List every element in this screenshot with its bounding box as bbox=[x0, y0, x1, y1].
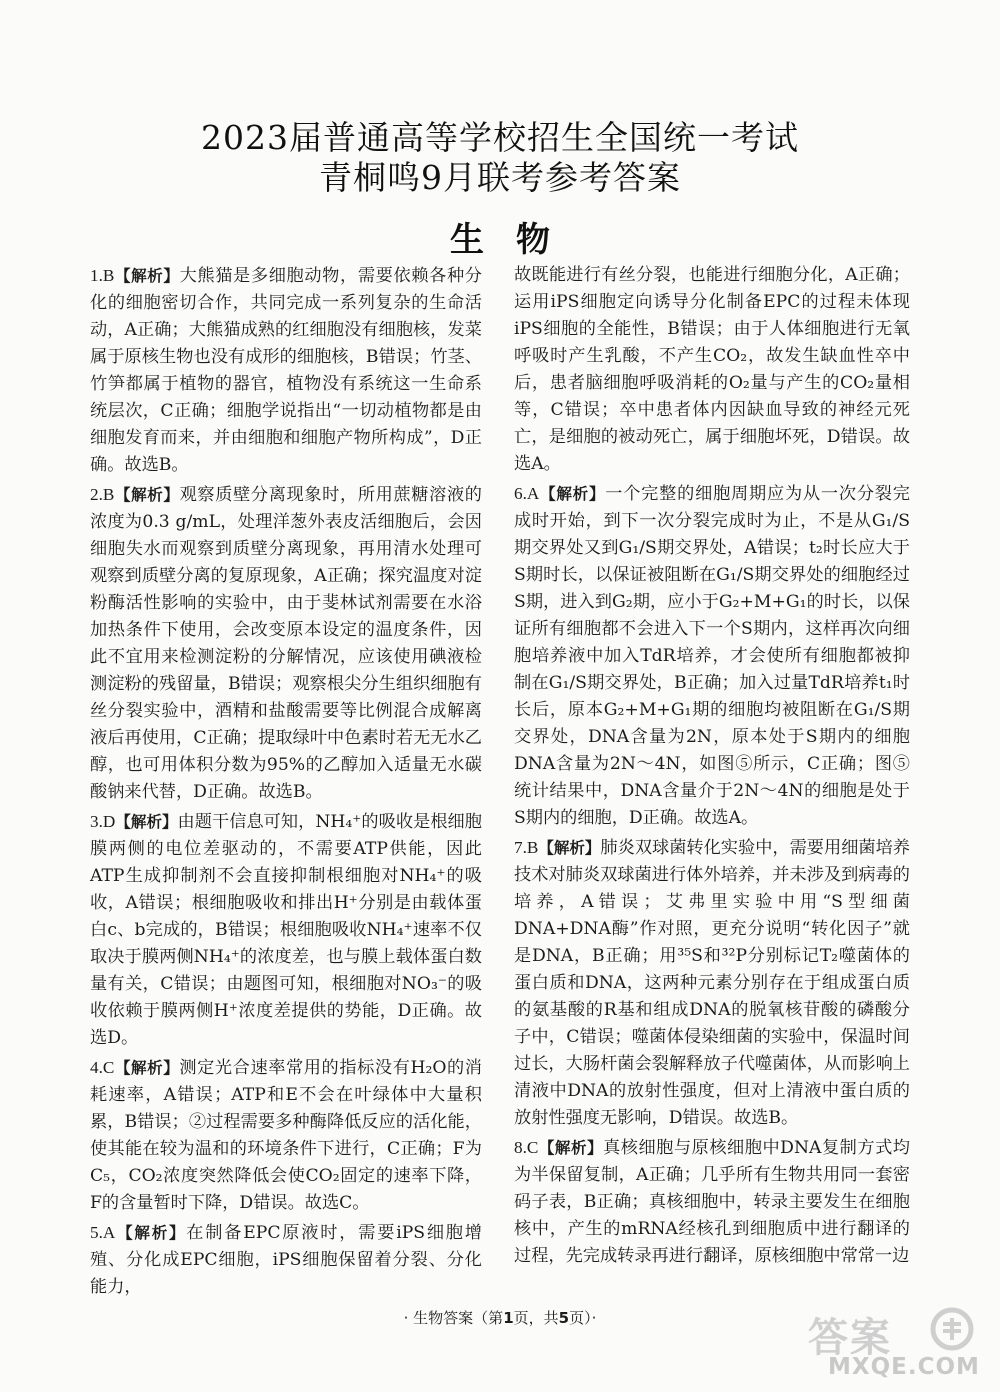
analysis-tag: 【解析】 bbox=[114, 1059, 180, 1077]
answer-item bbox=[90, 481, 482, 806]
right-column bbox=[514, 262, 910, 1272]
analysis-tag: 【解析】 bbox=[538, 1139, 604, 1157]
answer-number: 7.B bbox=[514, 838, 539, 857]
answer-number: 4.C bbox=[90, 1058, 115, 1077]
answer-item bbox=[514, 834, 910, 1132]
answer-item bbox=[90, 808, 482, 1052]
answer-number: 2.B bbox=[90, 485, 115, 504]
answer-item bbox=[514, 480, 910, 832]
exam-title: 2023届普通高等学校招生全国统一考试 bbox=[201, 118, 799, 157]
left-column bbox=[90, 262, 482, 1303]
footer-page-number: 1 bbox=[503, 1309, 514, 1327]
analysis-tag: 【解析】 bbox=[539, 485, 606, 503]
footer-prefix: · 生物答案（第 bbox=[403, 1309, 504, 1327]
answer-item bbox=[90, 1219, 482, 1301]
answer-text: 观察质壁分离现象时，所用蔗糖溶液的浓度为0.3 g/mL，处理洋葱外表皮活细胞后，会因细胞失水而观察到质壁分离现象，再用清水处理可观察到质壁分离的复原现象，A正确；探究温度对淀粉酶活性影响的实验中，由于斐林试剂需要在水浴加热条件下使用，会改变原本设定的温度条件，因此不宜用来检测淀粉的分解情况，应该使用碘液检测淀粉的残留量，B错误；观察根尖分生组织细胞有丝分裂实验中，酒精和盐酸需要等比例混合成解离液后再使用，C正确；提取绿叶中色素时若无无水乙醇，也可用体积分数为95%的乙醇加入适量无水碳酸钠来代替，D正确。故选B。 bbox=[90, 485, 482, 802]
footer-mid: 页，共 bbox=[513, 1309, 559, 1327]
watermark-domain: MXQE.COM bbox=[828, 1354, 980, 1380]
answer-text: 故既能进行有丝分裂，也能进行细胞分化，A正确；运用iPS细胞定向诱导分化制备EPC的过程未体现iPS细胞的全能性，B错误；由于人体细胞进行无氧呼吸时产生乳酸，不产生CO₂，故发生缺血性卒中后，患者脑细胞呼吸消耗的O₂量与产生的CO₂量相等，C错误；卒中患者体内因缺血导致的神经元死亡，是细胞的被动死亡，属于细胞坏死，D错误。故选A。 bbox=[514, 265, 910, 474]
answer-number: 8.C bbox=[514, 1138, 539, 1157]
answer-item-continued bbox=[514, 262, 910, 478]
exam-subtitle: 青桐鸣9月联考参考答案 bbox=[319, 158, 681, 197]
header bbox=[0, 118, 1000, 261]
answer-number: 1.B bbox=[90, 266, 115, 285]
answer-item bbox=[514, 1134, 910, 1270]
answer-item bbox=[90, 1054, 482, 1217]
footer-suffix: 页）· bbox=[569, 1309, 597, 1327]
analysis-tag: 【解析】 bbox=[114, 267, 180, 285]
analysis-tag: 【解析】 bbox=[115, 813, 178, 831]
analysis-tag: 【解析】 bbox=[538, 839, 601, 857]
footer-page-total: 5 bbox=[558, 1309, 570, 1327]
answer-text: 大熊猫是多细胞动物，需要依赖各种分化的细胞密切合作，共同完成一系列复杂的生命活动，A正确；大熊猫成熟的红细胞没有细胞核，发菜属于原核生物也没有成形的细胞核，B错误；竹茎、竹笋都属于植物的器官，植物没有系统这一生命系统层次，C正确；细胞学说指出“一切动植物都是由细胞发育而来，并由细胞和细胞产物所构成”，D正确。故选B。 bbox=[90, 266, 482, 475]
answer-number: 6.A bbox=[514, 484, 540, 503]
analysis-tag: 【解析】 bbox=[115, 1224, 187, 1242]
answer-text: 由题干信息可知，NH₄⁺的吸收是根细胞膜两侧的电位差驱动的，不需要ATP供能，因此ATP生成抑制剂不会直接抑制根细胞对NH₄⁺的吸收，A错误；根细胞吸收和排出H⁺分别是由载体蛋白c、b完成的，B错误；根细胞吸收NH₄⁺速率不仅取决于膜两侧NH₄⁺的浓度差，也与膜上载体蛋白数量有关，C错误；由题图可知，根细胞对NO₃⁻的吸收依赖于膜两侧H⁺浓度差提供的势能，D正确。故选D。 bbox=[90, 812, 482, 1048]
subject-title: 生物 bbox=[450, 220, 582, 260]
answer-text: 一个完整的细胞周期应为从一次分裂完成时开始，到下一次分裂完成时为止，不是从G₁/S期交界处又到G₁/S期交界处，A错误；t₂时长应大于S期时长，以保证被阻断在G₁/S期交界处的细胞经过S期，进入到G₂期，应小于G₂+M+G₁的时长，以保证所有细胞都不会进入下一个S期内，这样再次向细胞培养液中加入TdR培养，才会使所有细胞都被抑制在G₁/S期交界处，B正确；加入过量TdR培养t₁时长后，原本G₂+M+G₁期的细胞均被阻断在G₁/S期交界处，DNA含量为2N，原本处于S期内的细胞DNA含量为2N～4N，如图⑤所示，C正确；图⑤统计结果中，DNA含量介于2N～4N的细胞是处于S期内的细胞，D正确。故选A。 bbox=[514, 484, 910, 828]
watermark-text: 答案 bbox=[808, 1315, 892, 1361]
watermark bbox=[808, 1302, 983, 1382]
answer-item bbox=[90, 262, 482, 479]
answer-text: 测定光合速率常用的指标没有H₂O的消耗速率，A错误；ATP和E不会在叶绿体中大量积累，B错误；②过程需要多种酶降低反应的活化能，使其能在较为温和的环境条件下进行，C正确；F为C₅，CO₂浓度突然降低会使CO₂固定的速率下降，F的含量暂时下降，D错误。故选C。 bbox=[90, 1058, 482, 1213]
answer-text: 肺炎双球菌转化实验中，需要用细菌培养技术对肺炎双球菌进行体外培养，并未涉及到病毒的培养，A错误；艾弗里实验中用“S型细菌DNA+DNA酶”作对照，更充分说明“转化因子”就是DNA，B正确；用³⁵S和³²P分别标记T₂噬菌体的蛋白质和DNA，这两种元素分别存在于组成蛋白质的氨基酸的R基和组成DNA的脱氧核苷酸的磷酸分子中，C错误；噬菌体侵染细菌的实验中，保温时间过长，大肠杆菌会裂解释放子代噬菌体，从而影响上清液中DNA的放射性强度，但对上清液中蛋白质的放射性强度无影响，D错误。故选B。 bbox=[514, 838, 910, 1128]
answer-number: 3.D bbox=[90, 812, 116, 831]
watermark-logo-icon bbox=[926, 1306, 978, 1352]
analysis-tag: 【解析】 bbox=[114, 486, 180, 504]
answer-number: 5.A bbox=[90, 1223, 116, 1242]
answer-text: 在制备EPC原液时，需要iPS细胞增殖、分化成EPC细胞，iPS细胞保留着分裂、分化能力， bbox=[90, 1223, 482, 1297]
answer-text: 真核细胞与原核细胞中DNA复制方式均为半保留复制，A正确；几乎所有生物共用同一套密码子表，B正确；真核细胞中，转录主要发生在细胞核中，产生的mRNA经核孔到细胞质中进行翻译的过程，先完成转录再进行翻译，原核细胞中常常一边 bbox=[514, 1138, 910, 1266]
